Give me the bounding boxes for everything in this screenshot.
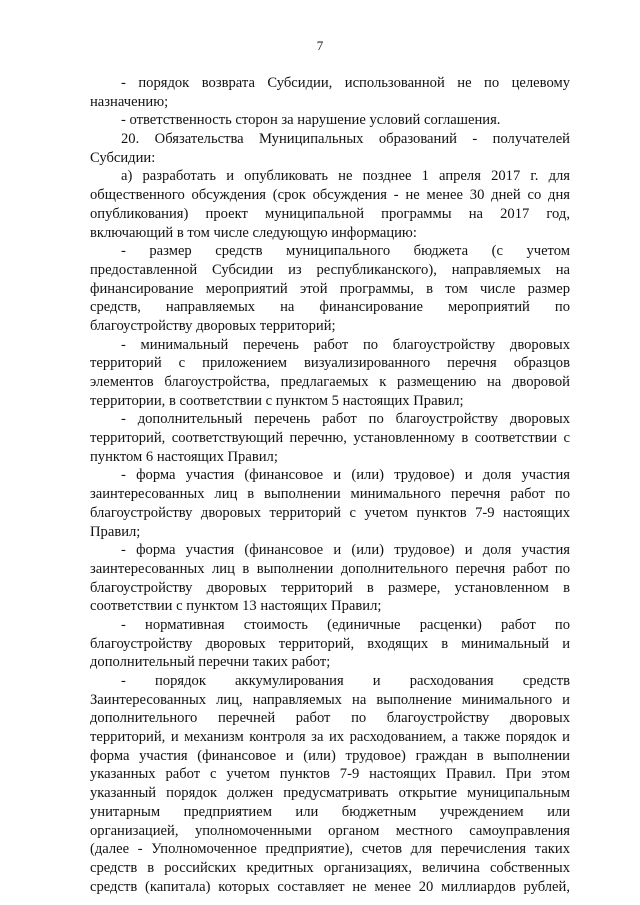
text-line: территорий, и механизм контроля за их расходованием, а также порядок и xyxy=(90,729,570,746)
text-line: опубликования) проект муниципальной программы на 2017 год, xyxy=(90,205,570,222)
text-line: территории, в соответствии с пунктом 5 настоящих Правил; xyxy=(90,392,464,409)
text-line: финансирование мероприятий этой программы, в том числе размер xyxy=(90,280,570,297)
text-line: а) разработать и опубликовать не позднее 1 апреля 2017 г. для xyxy=(121,168,570,185)
text-line: общественного обсуждения (срок обсуждения - не менее 30 дней со дня xyxy=(90,187,570,204)
text-line: - ответственность сторон за нарушение условий соглашения. xyxy=(121,112,501,129)
text-line: Субсидии: xyxy=(90,149,156,166)
text-line: соответствии с пунктом 13 настоящих Правил; xyxy=(90,598,382,615)
text-line: заинтересованных лиц в выполнении дополнительного перечня работ по xyxy=(90,560,570,577)
text-line: унитарным предприятием или бюджетным учреждением или xyxy=(90,803,570,820)
page-number: 7 xyxy=(316,38,324,53)
text-line: Правил; xyxy=(90,523,141,540)
text-line: предоставленной Субсидии из республиканского), направляемых на xyxy=(90,261,570,278)
text-line: дополнительного перечней работ по благоустройству дворовых xyxy=(90,710,570,727)
text-line: территорий с приложением визуализированного перечня образцов xyxy=(90,355,570,372)
text-line: назначению; xyxy=(90,93,169,110)
text-line: благоустройству дворовых территорий в размере, установленном в xyxy=(90,579,570,596)
text-line: - нормативная стоимость (единичные расценки) работ по xyxy=(121,616,570,633)
text-line: средств (капитала) которых составляет не менее 20 миллиардов рублей, xyxy=(90,878,570,895)
text-line: 20. Обязательства Муниципальных образований - получателей xyxy=(121,131,570,148)
text-line: указанных работ с учетом пунктов 7-9 настоящих Правил. При этом xyxy=(90,766,570,783)
text-line: - размер средств муниципального бюджета (с учетом xyxy=(121,243,570,260)
text-line: Заинтересованных лиц, направляемых на выполнение минимального и xyxy=(90,691,570,708)
text-line: организацией, уполномоченными органом местного самоуправления xyxy=(90,822,570,839)
text-line: включающий в том числе следующую информацию: xyxy=(90,224,417,241)
text-line: благоустройству дворовых территорий, входящих в минимальный и xyxy=(90,635,570,652)
text-line: благоустройству дворовых территорий с учетом пунктов 7-9 настоящих xyxy=(90,504,570,521)
text-line: - порядок аккумулирования и расходования средств xyxy=(121,673,570,689)
text-line: дополнительный перечни таких работ; xyxy=(90,654,331,671)
text-line: заинтересованных лиц в выполнении минимального перечня работ по xyxy=(90,486,570,503)
text-line: - форма участия (финансовое и (или) трудовое) и доля участия xyxy=(121,467,570,484)
text-line: благоустройству дворовых территорий; xyxy=(90,317,336,334)
text-line: территорий, соответствующий перечню, установленному в соответствии с xyxy=(90,430,570,447)
text-line: указанный порядок должен предусматривать открытие муниципальным xyxy=(90,785,570,802)
text-line: (далее - Уполномоченное предприятие), счетов для перечисления таких xyxy=(90,841,570,858)
text-line: - форма участия (финансовое и (или) трудовое) и доля участия xyxy=(121,542,570,559)
text-line: - дополнительный перечень работ по благоустройству дворовых xyxy=(121,411,570,428)
document-body xyxy=(90,74,570,896)
text-line: средств в российских кредитных организациях, величина собственных xyxy=(90,859,570,876)
text-line: пунктом 6 настоящих Правил; xyxy=(90,448,278,465)
text-line: средств, направляемых на финансирование мероприятий по xyxy=(90,299,570,316)
text-line: - порядок возврата Субсидии, использованной не по целевому xyxy=(121,75,570,91)
text-line: элементов благоустройства, предлагаемых к размещению на дворовой xyxy=(90,374,570,390)
text-line: форма участия (финансовое и (или) трудовое) граждан в выполнении xyxy=(90,747,570,764)
text-line: - минимальный перечень работ по благоустройству дворовых xyxy=(121,336,570,353)
